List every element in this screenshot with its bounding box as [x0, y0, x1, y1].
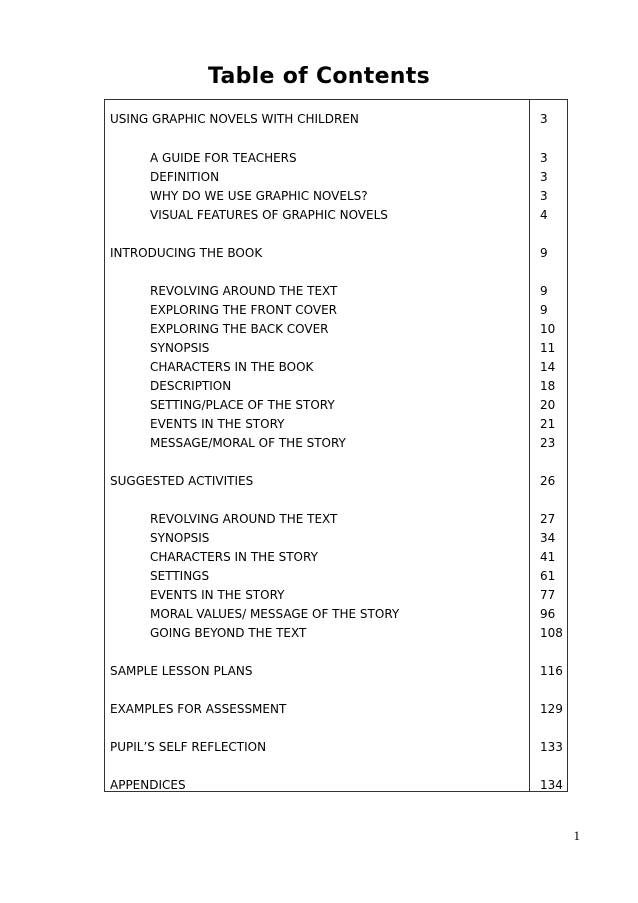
toc-section [0, 739, 638, 755]
toc-entry-page: 129 [540, 702, 563, 716]
toc-entry-page: 61 [540, 569, 556, 583]
toc-subentry [0, 435, 638, 451]
toc-entry-title: EXAMPLES FOR ASSESSMENT [110, 702, 287, 716]
toc-entry-title: EXPLORING THE FRONT COVER [150, 303, 338, 317]
toc-entry-page: 96 [540, 607, 556, 621]
toc-entry-title: MORAL VALUES/ MESSAGE OF THE STORY [150, 607, 400, 621]
toc-entry-title: GOING BEYOND THE TEXT [150, 626, 307, 640]
toc-entry-title: SETTING/PLACE OF THE STORY [150, 398, 335, 412]
toc-entry-page: 11 [540, 341, 556, 355]
toc-entry-title: CHARACTERS IN THE STORY [150, 550, 318, 564]
toc-entry-page: 20 [540, 398, 556, 412]
toc-entry-page: 3 [540, 112, 548, 126]
toc-subentry [0, 568, 638, 584]
toc-entry-page: 9 [540, 284, 548, 298]
page-number: 1 [573, 828, 580, 843]
toc-subentry [0, 606, 638, 622]
toc-entry-page: 134 [540, 778, 563, 792]
toc-subentry [0, 321, 638, 337]
toc-entry-page: 27 [540, 512, 556, 526]
toc-entry-title: SETTINGS [150, 569, 210, 583]
toc-entry-page: 21 [540, 417, 556, 431]
toc-entry-page: 116 [540, 664, 563, 678]
toc-subentry [0, 530, 638, 546]
toc-entry-page: 133 [540, 740, 563, 754]
toc-entry-page: 26 [540, 474, 556, 488]
toc-entry-title: WHY DO WE USE GRAPHIC NOVELS? [150, 189, 368, 203]
toc-entry-title: SYNOPSIS [150, 531, 210, 545]
toc-entry-title: A GUIDE FOR TEACHERS [150, 151, 297, 165]
toc-entry-title: USING GRAPHIC NOVELS WITH CHILDREN [110, 112, 359, 126]
toc-entry-title: CHARACTERS IN THE BOOK [150, 360, 314, 374]
toc-subentry [0, 549, 638, 565]
toc-entry-page: 18 [540, 379, 556, 393]
toc-entry-page: 41 [540, 550, 556, 564]
toc-entry-page: 77 [540, 588, 556, 602]
toc-section [0, 111, 638, 127]
toc-section [0, 701, 638, 717]
toc-entry-page: 14 [540, 360, 556, 374]
toc-entry-page: 9 [540, 303, 548, 317]
toc-entry-page: 3 [540, 189, 548, 203]
toc-section [0, 663, 638, 679]
toc-entry-title: EVENTS IN THE STORY [150, 417, 285, 431]
toc-entry-title: SUGGESTED ACTIVITIES [110, 474, 254, 488]
toc-subentry [0, 188, 638, 204]
toc-entry-title: REVOLVING AROUND THE TEXT [150, 284, 338, 298]
toc-entry-title: EVENTS IN THE STORY [150, 588, 285, 602]
toc-entry-title: APPENDICES [110, 778, 186, 792]
toc-entry-page: 108 [540, 626, 563, 640]
toc-subentry [0, 587, 638, 603]
toc-entry-page: 3 [540, 151, 548, 165]
toc-subentry [0, 397, 638, 413]
toc-section [0, 777, 638, 793]
toc-entry-page: 9 [540, 246, 548, 260]
toc-entry-page: 3 [540, 170, 548, 184]
toc-subentry [0, 283, 638, 299]
toc-subentry [0, 340, 638, 356]
toc-section [0, 245, 638, 261]
toc-subentry [0, 169, 638, 185]
toc-subentry [0, 625, 638, 641]
toc-subentry [0, 378, 638, 394]
toc-entry-title: EXPLORING THE BACK COVER [150, 322, 329, 336]
toc-subentry [0, 207, 638, 223]
toc-subentry [0, 302, 638, 318]
toc-entry-title: DEFINITION [150, 170, 220, 184]
toc-entry-title: MESSAGE/MORAL OF THE STORY [150, 436, 346, 450]
toc-entry-page: 10 [540, 322, 556, 336]
toc-entry-page: 34 [540, 531, 556, 545]
toc-entry-title: SYNOPSIS [150, 341, 210, 355]
toc-subentry [0, 150, 638, 166]
toc-subentry [0, 359, 638, 375]
toc-subentry [0, 416, 638, 432]
toc-entry-title: REVOLVING AROUND THE TEXT [150, 512, 338, 526]
page-title: Table of Contents [208, 64, 430, 89]
toc-entry-page: 4 [540, 208, 548, 222]
toc-entry-title: SAMPLE LESSON PLANS [110, 664, 253, 678]
toc-subentry [0, 511, 638, 527]
toc-entry-title: DESCRIPTION [150, 379, 232, 393]
toc-entry-page: 23 [540, 436, 556, 450]
toc-entry-title: VISUAL FEATURES OF GRAPHIC NOVELS [150, 208, 388, 222]
toc-entry-title: PUPIL’S SELF REFLECTION [110, 740, 267, 754]
toc-entry-title: INTRODUCING THE BOOK [110, 246, 263, 260]
toc-section [0, 473, 638, 489]
